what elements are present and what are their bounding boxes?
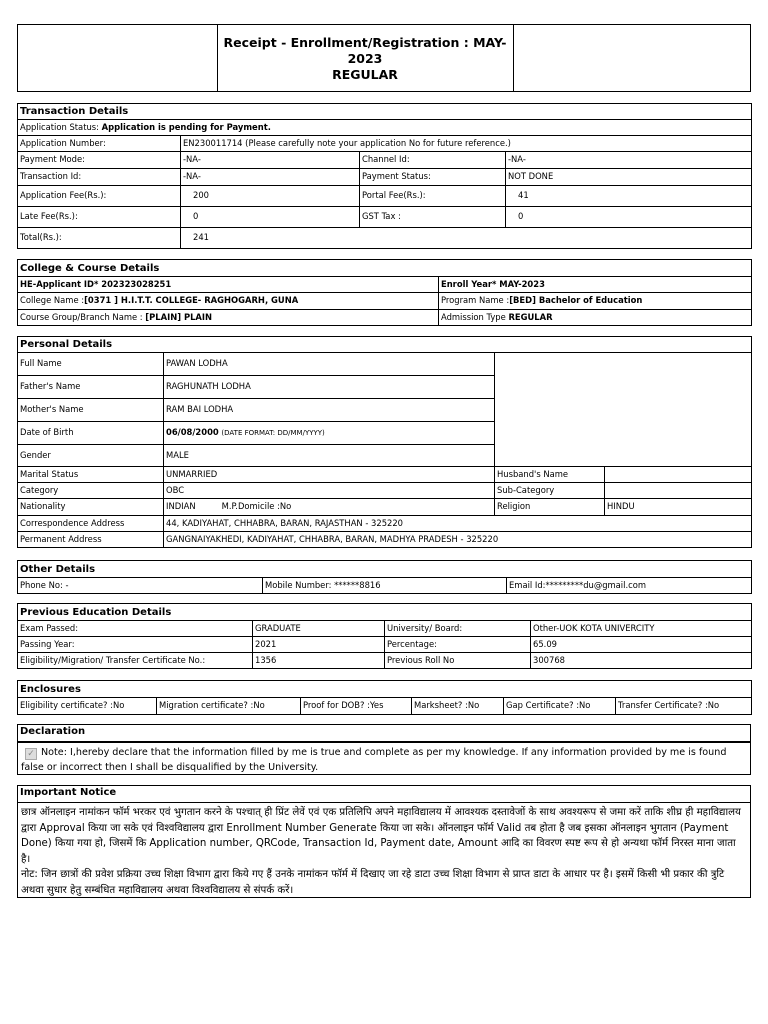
education-details-table: Previous Education Details Exam Passed: GRADUATE University/ Board: Other-UOK KOTA UNIVERCITY Passing Year: 2021 Percentage: 65.09 Eligibility/Migration/ Transfer Certificate No.: 1356 Previous Roll No 300768 [17, 603, 752, 669]
previous-roll-no: 300768 [531, 653, 752, 669]
channel-id: -NA- [506, 152, 752, 169]
enroll-year: Enroll Year* MAY-2023 [439, 277, 752, 293]
section-title: Previous Education Details [18, 604, 752, 621]
declaration-box [17, 742, 751, 775]
full-name: PAWAN LODHA [164, 353, 495, 376]
date-of-birth: 06/08/2000 (DATE FORMAT: DD/MM/YYYY) [164, 422, 495, 445]
transaction-id: -NA- [181, 169, 360, 186]
enclosure-transfer-certificate: Transfer Certificate? :No [616, 698, 752, 715]
receipt-header [17, 24, 751, 92]
application-fee: 200 [181, 186, 360, 207]
university-board: Other-UOK KOTA UNIVERCITY [531, 621, 752, 637]
nationality: INDIAN M.P.Domicile :No [164, 499, 495, 516]
phone-number: Phone No: - [18, 578, 263, 594]
section-title: Enclosures [18, 681, 752, 698]
application-status: Application Status: Application is pending for Payment. [18, 120, 752, 136]
section-title: Declaration [17, 724, 751, 742]
section-title: Other Details [18, 561, 752, 578]
exam-passed: GRADUATE [253, 621, 385, 637]
photo-area [495, 353, 752, 467]
certificate-number: 1356 [253, 653, 385, 669]
important-notice-box [17, 802, 751, 898]
late-fee: 0 [181, 207, 360, 228]
mobile-number: Mobile Number: ******8816 [263, 578, 507, 594]
permanent-address: GANGNAIYAKHEDI, KADIYAHAT, CHHABRA, BARAN, MADHYA PRADESH - 325220 [164, 532, 752, 548]
marital-status: UNMARRIED [164, 467, 495, 483]
header-left-cell [18, 25, 218, 91]
father-name: RAGHUNATH LODHA [164, 376, 495, 399]
passing-year: 2021 [253, 637, 385, 653]
personal-details-table: Personal Details Full Name PAWAN LODHA Father's Name RAGHUNATH LODHA Mother's Name RAM BAI LODHA Date of Birth 06/08/2000 (DATE FORMAT: DD/MM/YYYY) Gender MALE Marital Status UNMARRIED Husband's Name Category OBC Sub-Category Nationality INDIAN M.P.Domicile :No Religion HINDU Correspondence Address 44, KADIYAHAT, CHHABRA, BARAN, RAJASTHAN - 325220 Permanent Address GANGNAIYAKHEDI, KADIYAHAT, CHHABRA, BARAN, MADHYA PRADESH - 325220 [17, 336, 752, 548]
declaration-text: Note: I,hereby declare that the information filled by me is true and complete as per my knowledge. If any information provided by me is found false or incorrect then I shall be disqualified by the University. [21, 747, 727, 773]
gst-tax: 0 [506, 207, 752, 228]
enclosure-eligibility: Eligibility certificate? :No [18, 698, 157, 715]
notice-note: नोट: जिन छात्रों की प्रवेश प्रक्रिया उच्च शिक्षा विभाग द्वारा किये गए हैं उनके नामांकन फॉर्म में दिखाए जा रहे डाटा उच्च शिक्षा विभाग से प्राप्त डाटा के आधार पर है। इसमें किसी भी प्रकार की त्रुटि अथवा सुधार हेतु सम्बंधित महाविद्यालय अथवा विश्वविद्यालय से संपर्क करें। [21, 869, 725, 896]
college-course-table [17, 259, 752, 326]
sub-category [605, 483, 752, 499]
payment-status: NOT DONE [506, 169, 752, 186]
program-name: Program Name :[BED] Bachelor of Education [439, 293, 752, 310]
section-title: Transaction Details [18, 104, 752, 120]
college-name: College Name :[0371 ] H.I.T.T. COLLEGE- RAGHOGARH, GUNA [18, 293, 439, 310]
portal-fee: 41 [506, 186, 752, 207]
applicant-id: HE-Applicant ID* 202323028251 [18, 277, 439, 293]
declaration-checkbox[interactable]: ✓ [25, 748, 37, 760]
notice-paragraph: छात्र ऑनलाइन नामांकन फॉर्म भरकर एवं भुगतान करने के पश्चात् ही प्रिंट लेवें एवं एक प्रतिलिपि अपने महाविद्यालय में आवश्यक दस्तावेजों के साथ अवश्यरूप से जमा करें ताकि शीघ्र ही महाविद्यालय द्वारा Approval किया जा सके एवं विश्वविद्यालय द्वारा Enrollment Number Generate किया जा सके। ऑनलाइन फॉर्म Valid तब होता है जब इसका ऑनलाइन भुगतान (Payment Done) किया गया हो, जिसमें कि Application number, QRCode, Transaction Id, Payment date, Amount आदि का विवरण स्पष्ट रूप से हो अन्यथा फॉर्म निरस्त माना जाता है। [21, 807, 741, 865]
percentage: 65.09 [531, 637, 752, 653]
enclosures-table [17, 680, 752, 715]
gender: MALE [164, 445, 495, 467]
section-title: College & Course Details [18, 260, 752, 277]
email-id: Email Id:*********du@gmail.com [507, 578, 752, 594]
enclosure-dob-proof: Proof for DOB? :Yes [301, 698, 412, 715]
correspondence-address: 44, KADIYAHAT, CHHABRA, BARAN, RAJASTHAN - 325220 [164, 516, 752, 532]
transaction-details-table: Transaction Details Application Status: Application is pending for Payment. Application Number: EN230011714 (Please carefully note your application No for future reference.) Payment Mode: -NA- Channel Id: -NA- Transaction Id: -NA- Payment Status: NOT DONE Application Fee(Rs.): 200 Portal Fee(Rs.): 41 Late Fee(Rs.): 0 GST Tax : 0 Total(Rs.): 241 [17, 103, 752, 249]
payment-mode: -NA- [181, 152, 360, 169]
enclosure-marksheet: Marksheet? :No [412, 698, 504, 715]
mother-name: RAM BAI LODHA [164, 399, 495, 422]
admission-type: Admission Type REGULAR [439, 310, 752, 326]
religion: HINDU [605, 499, 752, 516]
receipt-title: Receipt - Enrollment/Registration : MAY- 2023 REGULAR [217, 25, 514, 91]
enclosure-migration: Migration certificate? :No [157, 698, 301, 715]
total-amount: 241 [181, 228, 752, 249]
husband-name [605, 467, 752, 483]
section-title: Important Notice [17, 785, 751, 803]
enclosure-gap-certificate: Gap Certificate? :No [504, 698, 616, 715]
course-group: Course Group/Branch Name : [PLAIN] PLAIN [18, 310, 439, 326]
application-number: EN230011714 (Please carefully note your application No for future reference.) [181, 136, 752, 152]
category: OBC [164, 483, 495, 499]
section-title: Personal Details [18, 337, 752, 353]
other-details-table [17, 560, 752, 594]
